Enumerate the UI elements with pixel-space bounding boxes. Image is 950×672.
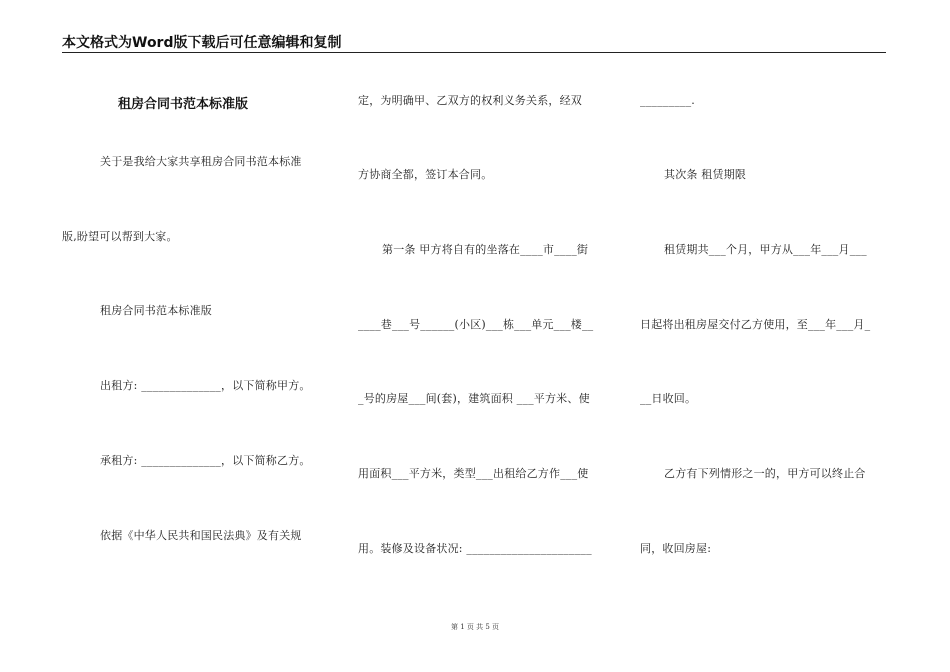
body-line: _________.	[640, 94, 695, 107]
body-line: _号的房屋___间(套)，建筑面积 ___平方米、使	[358, 392, 590, 405]
document-header: 本文格式为Word版下载后可任意编辑和复制	[62, 35, 342, 51]
body-line: 承租方: ______________，以下简称乙方。	[100, 454, 311, 467]
body-line: 方协商全都，签订本合同。	[358, 168, 493, 181]
body-line: 依据《中华人民共和国民法典》及有关规	[100, 529, 302, 542]
body-line: 关于是我给大家共享租房合同书范本标准	[100, 155, 302, 168]
body-line: 定，为明确甲、乙双方的权利义务关系，经双	[358, 94, 582, 107]
body-line: 租房合同书范本标准版	[100, 304, 212, 317]
body-line: 日起将出租房屋交付乙方使用，至___年___月_	[640, 318, 871, 331]
body-line: 用面积___平方米，类型___出租给乙方作___使	[358, 467, 589, 480]
body-line: ____巷___号______(小区)___栋___单元___楼__	[358, 318, 594, 331]
document-title: 租房合同书范本标准版	[118, 97, 249, 112]
body-line: 用。装修及设备状况: ______________________	[358, 542, 592, 555]
body-line: 第一条 甲方将自有的坐落在____市____街	[382, 243, 589, 256]
body-line: 版,盼望可以帮到大家。	[62, 230, 178, 243]
page-number: 第 1 页 共 5 页	[450, 623, 500, 631]
body-line: 其次条 租赁期限	[664, 168, 747, 181]
body-line: 同，收回房屋:	[640, 542, 712, 555]
body-line: 租赁期共___个月，甲方从___年___月___	[664, 243, 867, 256]
body-line: 出租方: ______________，以下简称甲方。	[100, 379, 311, 392]
body-line: 乙方有下列情形之一的，甲方可以终止合	[664, 467, 866, 480]
body-line: __日收回。	[640, 392, 697, 405]
header-divider	[62, 52, 886, 53]
